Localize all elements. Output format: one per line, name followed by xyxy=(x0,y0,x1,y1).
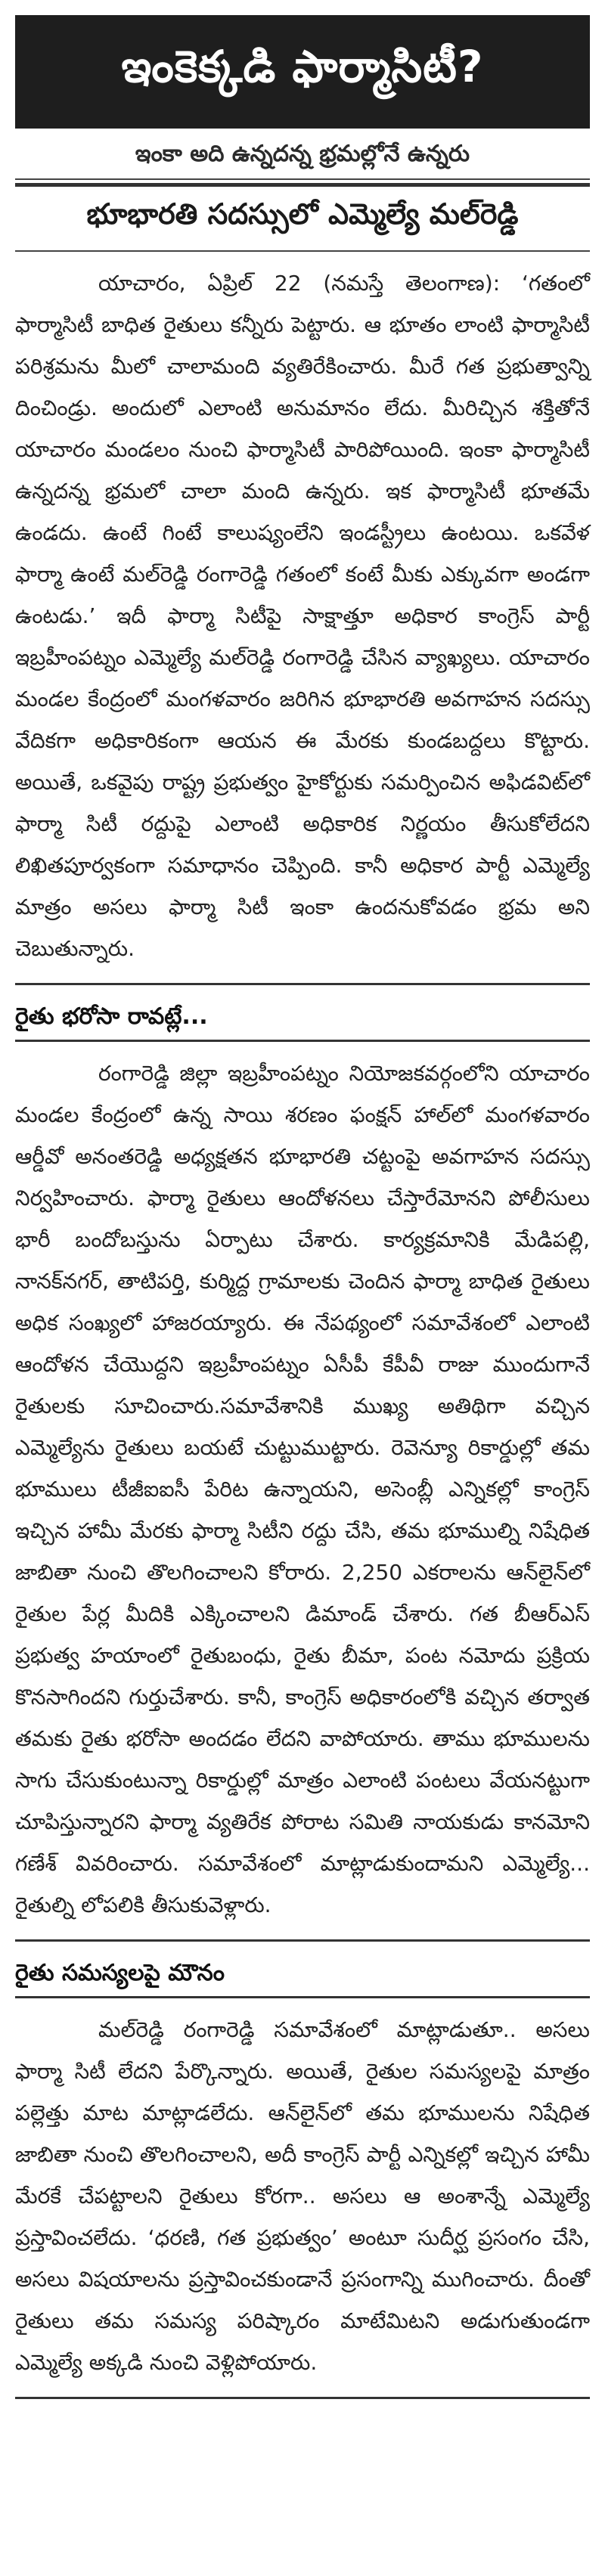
divider xyxy=(15,250,590,252)
divider xyxy=(15,1939,590,1942)
divider xyxy=(15,1996,590,1998)
section2-paragraph: మల్‌రెడ్డి రంగారెడ్డి సమావేశంలో మాట్లాడుతూ.. అసలు ఫార్మా సిటీ లేదని పేర్కొన్నారు. అయితే, రైతుల సమస్యలపై మాత్రం పల్లెత్తు మాట మాట్లాడలేదు. ఆన్‌లైన్‌లో తమ భూములను నిషేధిత జాబితా నుంచి తొలగించాలని, అదీ కాంగ్రెస్ పార్టీ ఎన్నికల్లో ఇచ్చిన హామీ మేరకే చేపట్టాలని రైతులు కోరగా.. అసలు ఆ అంశాన్నే ఎమ్మెల్యే ప్రస్తావించలేదు. ‘ధరణి, గత ప్రభుత్వం’ అంటూ సుదీర్ఘ ప్రసంగం చేసి, అసలు విషయాలను ప్రస్తావించకుండానే ప్రసంగాన్ని ముగించారు. దీంతో రైతులు తమ సమస్య పరిష్కారం మాటేమిటని అడుగుతుండగా ఎమ్మెల్యే అక్కడి నుంచి వెళ్లిపోయారు. xyxy=(15,2017,590,2375)
newspaper-clipping xyxy=(0,15,605,2576)
section1-paragraph: రంగారెడ్డి జిల్లా ఇబ్రహీంపట్నం నియోజకవర్గంలోని యాచారం మండల కేంద్రంలో ఉన్న సాయి శరణం ఫంక్షన్ హాల్‌లో మంగళవారం ఆర్డీవో అనంతరెడ్డి అధ్యక్షతన భూభారతి చట్టంపై అవగాహన సదస్సు నిర్వహించారు. ఫార్మా రైతులు ఆందోళనలు చేస్తారేమోనని పోలీసులు భారీ బందోబస్తును ఏర్పాటు చేశారు. కార్యక్రమానికి మేడిపల్లి, నానక్‌నగర్, తాటిపర్తి, కుర్మిద్ద గ్రామాలకు చెందిన ఫార్మా బాధిత రైతులు అధిక సంఖ్యలో హాజరయ్యారు. ఈ నేపథ్యంలో సమావేశంలో ఎలాంటి ఆందోళన చేయొద్దని ఇబ్రహీంపట్నం ఏసీపీ కేపీవీ రాజు ముందుగానే రైతులకు సూచించారు.సమావేశానికి ముఖ్య అతిథిగా వచ్చిన ఎమ్మెల్యేను రైతులు బయటే చుట్టుముట్టారు. రెవెన్యూ రికార్డుల్లో తమ భూములు టీజీఐఐసీ పేరిట ఉన్నాయని, అసెంబ్లీ ఎన్నికల్లో కాంగ్రెస్ ఇచ్చిన హామీ మేరకు ఫార్మా సిటీని రద్దు చేసి, తమ భూముల్ని నిషేధిత జాబితా నుంచి తొలగించాలని కోరారు. 2,250 ఎకరాలను ఆన్‌లైన్‌లో రైతుల పేర్ల మీదికి ఎక్కించాలని డిమాండ్ చేశారు. గత బీఆర్‌ఎస్ ప్రభుత్వ హయాంలో రైతుబంధు, రైతు బీమా, పంట నమోదు ప్రక్రియ కొనసాగిందని గుర్తుచేశారు. కానీ, కాంగ్రెస్ అధికారంలోకి వచ్చిన తర్వాత తమకు రైతు భరోసా అందడం లేదని వాపోయారు. తాము భూములను సాగు చేసుకుంటున్నా రికార్డుల్లో మాత్రం ఎలాంటి పంటలు వేయనట్టుగా చూపిస్తున్నారని ఫార్మా వ్యతిరేక పోరాట సమితి నాయకుడు కానమోని గణేశ్ వివరించారు. సమావేశంలో మాట్లాడుకుందామని ఎమ్మెల్యే... రైతుల్ని లోపలికి తీసుకువెళ్లారు. xyxy=(15,1061,590,1917)
divider xyxy=(15,2397,590,2399)
section-heading-rythu-samasyalu: రైతు సమస్యలపై మౌనం xyxy=(15,1960,225,1986)
kicker: భూభారతి సదస్సులో ఎమ్మెల్యే మల్‌రెడ్డి xyxy=(86,197,519,231)
divider xyxy=(15,183,590,187)
divider xyxy=(15,983,590,985)
divider xyxy=(15,1040,590,1042)
headline: ఇంకెక్కడి ఫార్మాసిటీ? xyxy=(121,40,484,92)
subheadline: ఇంకా అది ఉన్నదన్న భ్రమల్లోనే ఉన్నరు xyxy=(135,141,470,167)
divider xyxy=(15,178,590,180)
headline-banner xyxy=(15,15,590,129)
intro-paragraph: యాచారం, ఏప్రిల్ 22 (నమస్తే తెలంగాణ): ‘గతంలో ఫార్మాసిటీ బాధిత రైతులు కన్నీరు పెట్టారు. ఆ భూతం లాంటి ఫార్మాసిటీ పరిశ్రమను మీలో చాలామంది వ్యతిరేకించారు. మీరే గత ప్రభుత్వాన్ని దించిండ్రు. అందులో ఎలాంటి అనుమానం లేదు. మీరిచ్చిన శక్తితోనే యాచారం మండలం నుంచి ఫార్మాసిటీ పారిపోయింది. ఇంకా ఫార్మాసిటీ ఉన్నదన్న భ్రమలో చాలా మంది ఉన్నరు. ఇక ఫార్మాసిటీ భూతమే ఉండదు. ఉంటే గింటే కాలుష్యంలేని ఇండస్ట్రీలు ఉంటయి. ఒకవేళ ఫార్మా ఉంటే మల్‌రెడ్డి రంగారెడ్డి గతంలో కంటే మీకు ఎక్కువగా అండగా ఉంటడు.’ ఇదీ ఫార్మా సిటీపై సాక్షాత్తూ అధికార కాంగ్రెస్ పార్టీ ఇబ్రహీంపట్నం ఎమ్మెల్యే మల్‌రెడ్డి రంగారెడ్డి చేసిన వ్యాఖ్యలు. యాచారం మండల కేంద్రంలో మంగళవారం జరిగిన భూభారతి అవగాహన సదస్సు వేదికగా అధికారికంగా ఆయన ఈ మేరకు కుండబద్దలు కొట్టారు. అయితే, ఒకవైపు రాష్ట్ర ప్రభుత్వం హైకోర్టుకు సమర్పించిన అఫిడవిట్‌లో ఫార్మా సిటీ రద్దుపై ఎలాంటి అధికారిక నిర్ణయం తీసుకోలేదని లిఖితపూర్వకంగా సమాధానం చెప్పింది. కానీ అధికార పార్టీ ఎమ్మెల్యే మాత్రం అసలు ఫార్మా సిటీ ఇంకా ఉందనుకోవడం భ్రమ అని చెబుతున్నారు. xyxy=(15,271,590,961)
section-heading-rythu-bharosa: రైతు భరోసా రావట్లే... xyxy=(15,1003,208,1030)
